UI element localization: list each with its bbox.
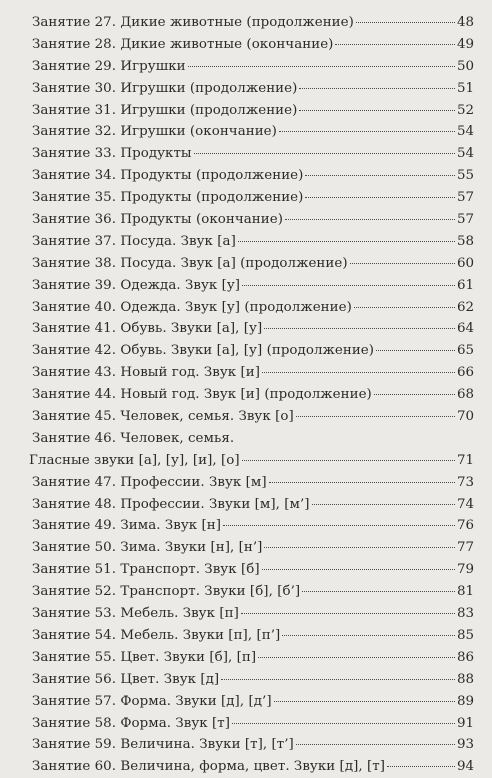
toc-entry-title: Занятие 47. Профессии. Звук [м] bbox=[32, 474, 267, 490]
toc-entry-page-number: 77 bbox=[456, 540, 474, 556]
toc-entry-page-number: 79 bbox=[456, 562, 474, 578]
dot-leader bbox=[221, 679, 455, 680]
toc-entry-title: Занятие 46. Человек, семья. bbox=[32, 430, 235, 446]
dot-leader bbox=[194, 153, 455, 154]
dot-leader bbox=[302, 591, 455, 592]
toc-entry-page-number: 54 bbox=[456, 146, 474, 162]
toc-entry-page-number: 89 bbox=[456, 693, 474, 709]
toc-entry bbox=[32, 669, 474, 691]
toc-entry-title: Занятие 29. Игрушки bbox=[32, 58, 186, 74]
dot-leader bbox=[312, 504, 455, 505]
dot-leader bbox=[374, 394, 455, 395]
toc-entry-title: Занятие 31. Игрушки (продолжение) bbox=[32, 102, 298, 118]
toc-entry-page-number: 68 bbox=[456, 387, 474, 403]
toc-entry-title: Гласные звуки [а], [у], [и], [о] bbox=[29, 452, 240, 468]
toc-entry-title: Занятие 27. Дикие животные (продолжение) bbox=[32, 15, 354, 30]
dot-leader bbox=[376, 350, 455, 351]
dot-leader bbox=[296, 416, 455, 417]
toc-entry bbox=[32, 340, 474, 362]
toc-entry bbox=[32, 537, 474, 559]
toc-entry-title: Занятие 38. Посуда. Звук [а] (продолжение) bbox=[32, 255, 348, 271]
toc-entry-title: Занятие 53. Мебель. Звук [п] bbox=[32, 606, 239, 622]
toc-entry-title: Занятие 58. Форма. Звук [т] bbox=[32, 715, 231, 731]
toc-entry bbox=[32, 384, 474, 406]
toc-entry-title: Занятие 50. Зима. Звуки [н], [н’] bbox=[32, 540, 263, 556]
toc-entry-page-number: 55 bbox=[456, 168, 474, 184]
toc-entry-title: Занятие 56. Цвет. Звук [д] bbox=[32, 671, 220, 687]
toc-entry-title: Занятие 51. Транспорт. Звук [б] bbox=[32, 562, 260, 578]
toc-entry bbox=[32, 56, 474, 78]
toc-entry-page-number: 73 bbox=[456, 474, 474, 490]
dot-leader bbox=[242, 285, 455, 286]
dot-leader bbox=[262, 569, 455, 570]
dot-leader bbox=[299, 110, 455, 111]
toc-entry-title: Занятие 32. Игрушки (окончание) bbox=[32, 124, 277, 140]
toc-entry-page-number: 48 bbox=[456, 15, 474, 30]
toc-entry bbox=[32, 34, 474, 56]
toc-entry-page-number: 66 bbox=[456, 365, 474, 381]
toc-entry-title: Занятие 30. Игрушки (продолжение) bbox=[32, 80, 298, 96]
toc-entry-title: Занятие 55. Цвет. Звуки [б], [п] bbox=[32, 649, 257, 665]
toc-entry-page-number: 85 bbox=[456, 627, 474, 643]
toc-entry-title: Занятие 43. Новый год. Звук [и] bbox=[32, 365, 261, 381]
toc-entry bbox=[32, 275, 474, 297]
toc-entry-page-number: 94 bbox=[456, 759, 474, 775]
toc-entry bbox=[32, 515, 474, 537]
toc-entry-page-number: 74 bbox=[456, 496, 474, 512]
toc-entry-page-number: 83 bbox=[456, 606, 474, 622]
toc-entry bbox=[32, 165, 474, 187]
toc-entry bbox=[32, 297, 474, 319]
dot-leader bbox=[285, 219, 455, 220]
dot-leader bbox=[299, 88, 455, 89]
dot-leader bbox=[262, 372, 455, 373]
toc-entry-title: Занятие 33. Продукты bbox=[32, 146, 192, 162]
toc-entry-page-number: 62 bbox=[456, 299, 474, 315]
toc-entry-page-number: 70 bbox=[456, 409, 474, 425]
toc-entry-page-number: 54 bbox=[456, 124, 474, 140]
dot-leader bbox=[387, 766, 455, 767]
toc-entry bbox=[32, 647, 474, 669]
toc-entry-page-number: 64 bbox=[456, 321, 474, 337]
toc-entry bbox=[32, 209, 474, 231]
dot-leader bbox=[274, 701, 455, 702]
toc-entry bbox=[32, 362, 474, 384]
toc-entry-title: Занятие 42. Обувь. Звуки [а], [у] (продолжение) bbox=[32, 343, 375, 359]
toc-entry-page-number: 58 bbox=[456, 233, 474, 249]
toc-entry bbox=[32, 734, 474, 756]
dot-leader bbox=[241, 613, 455, 614]
toc-entry-page-number: 88 bbox=[456, 671, 474, 687]
toc-entry-page-number: 81 bbox=[456, 584, 474, 600]
toc-entry-title: Занятие 39. Одежда. Звук [у] bbox=[32, 277, 241, 293]
toc-entry-page-number: 76 bbox=[456, 518, 474, 534]
toc-entry bbox=[32, 406, 474, 428]
dot-leader bbox=[305, 175, 455, 176]
toc-entry bbox=[32, 253, 474, 275]
toc-entry-title: Занятие 48. Профессии. Звуки [м], [м’] bbox=[32, 496, 310, 512]
toc-entry-title: Занятие 54. Мебель. Звуки [п], [п’] bbox=[32, 627, 281, 643]
toc-entry-title: Занятие 45. Человек, семья. Звук [о] bbox=[32, 409, 294, 425]
toc-entry-title: Занятие 52. Транспорт. Звуки [б], [б’] bbox=[32, 584, 301, 600]
dot-leader bbox=[296, 744, 455, 745]
toc-entry-title: Занятие 49. Зима. Звук [н] bbox=[32, 518, 222, 534]
toc-entry bbox=[32, 625, 474, 647]
toc-entry-title: Занятие 40. Одежда. Звук [у] (продолжение) bbox=[32, 299, 352, 315]
toc-entry-title: Занятие 28. Дикие животные (окончание) bbox=[32, 36, 334, 52]
toc-entry-title: Занятие 34. Продукты (продолжение) bbox=[32, 168, 304, 184]
toc-entry-title: Занятие 44. Новый год. Звук [и] (продолжение) bbox=[32, 387, 372, 403]
dot-leader bbox=[282, 635, 455, 636]
dot-leader bbox=[264, 547, 455, 548]
toc-entry bbox=[32, 494, 474, 516]
toc-entry bbox=[32, 603, 474, 625]
toc-entry-page-number: 49 bbox=[456, 36, 474, 52]
dot-leader bbox=[232, 723, 455, 724]
toc-entry bbox=[32, 78, 474, 100]
toc-entry-page-number: 61 bbox=[456, 277, 474, 293]
dot-leader bbox=[242, 460, 455, 461]
toc-entry bbox=[32, 691, 474, 713]
toc-entry bbox=[32, 472, 474, 494]
toc-entry bbox=[32, 318, 474, 340]
toc-entry-title: Занятие 36. Продукты (окончание) bbox=[32, 212, 283, 228]
dot-leader bbox=[258, 657, 455, 658]
toc-entry-page-number: 51 bbox=[456, 80, 474, 96]
toc-entry bbox=[32, 231, 474, 253]
dot-leader bbox=[354, 307, 455, 308]
dot-leader bbox=[305, 197, 455, 198]
toc-entry-title: Занятие 41. Обувь. Звуки [а], [у] bbox=[32, 321, 263, 337]
toc-entry-page-number: 60 bbox=[456, 255, 474, 271]
toc-entry-title: Занятие 57. Форма. Звуки [д], [д’] bbox=[32, 693, 272, 709]
toc-entry-page-number: 93 bbox=[456, 737, 474, 753]
toc-entry-title: Занятие 35. Продукты (продолжение) bbox=[32, 190, 304, 206]
toc-entry bbox=[32, 12, 474, 34]
toc-entry-page-number: 52 bbox=[456, 102, 474, 118]
toc-entry bbox=[32, 121, 474, 143]
dot-leader bbox=[238, 241, 455, 242]
dot-leader bbox=[279, 131, 455, 132]
toc-entry bbox=[32, 581, 474, 603]
toc-entry-page-number: 71 bbox=[456, 452, 474, 468]
toc-entry bbox=[32, 428, 474, 450]
toc-entry-page-number: 50 bbox=[456, 58, 474, 74]
toc-entry-title: Занятие 59. Величина. Звуки [т], [т’] bbox=[32, 737, 294, 753]
dot-leader bbox=[223, 525, 455, 526]
toc-entry bbox=[32, 143, 474, 165]
dot-leader bbox=[264, 328, 455, 329]
dot-leader bbox=[269, 482, 455, 483]
dot-leader bbox=[356, 22, 455, 23]
toc-entry-page-number: 57 bbox=[456, 212, 474, 228]
toc-entry bbox=[32, 756, 474, 778]
toc-entry bbox=[32, 187, 474, 209]
toc-entry bbox=[32, 559, 474, 581]
toc-entry bbox=[29, 450, 474, 472]
table-of-contents bbox=[29, 12, 474, 778]
dot-leader bbox=[335, 44, 455, 45]
toc-entry-page-number: 86 bbox=[456, 649, 474, 665]
toc-entry-title: Занятие 37. Посуда. Звук [а] bbox=[32, 233, 236, 249]
dot-leader bbox=[188, 66, 455, 67]
toc-entry-title: Занятие 60. Величина, форма, цвет. Звуки [д], [т] bbox=[32, 759, 386, 775]
toc-entry-page-number: 57 bbox=[456, 190, 474, 206]
toc-entry bbox=[32, 100, 474, 122]
toc-entry-page-number: 65 bbox=[456, 343, 474, 359]
toc-entry-page-number: 91 bbox=[456, 715, 474, 731]
dot-leader bbox=[350, 263, 455, 264]
toc-entry bbox=[32, 713, 474, 735]
